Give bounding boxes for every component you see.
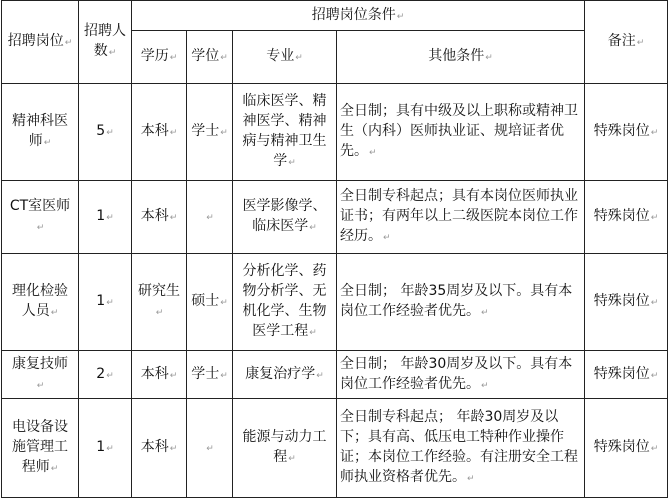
cell-major: 分析化学、药物分析学、无机化学、生物医学工程↵ — [233, 254, 337, 351]
header-remark: 备注↵ — [585, 1, 668, 84]
header-post: 招聘岗位↵ — [2, 1, 79, 84]
table-row — [2, 181, 668, 254]
cell-education: 本科↵ — [132, 181, 187, 254]
recruitment-table — [1, 0, 668, 498]
cell-education: 本科↵ — [132, 351, 187, 399]
cell-remark: 特殊岗位↵ — [585, 351, 668, 399]
header-conditions: 招聘岗位条件↵ — [132, 1, 585, 31]
cell-major: 康复治疗学↵ — [233, 351, 337, 399]
cell-other: 全日制专科起点；具有本岗位医师执业证书；有两年以上二级医院本岗位工作经历。↵ — [337, 181, 585, 254]
cell-count: 1↵ — [79, 399, 132, 498]
cell-degree: 硕士↵ — [187, 254, 233, 351]
cell-post: 电设备设施管理工程师↵ — [2, 399, 79, 498]
cell-major: 能源与动力工程↵ — [233, 399, 337, 498]
cell-other: 全日制；具有中级及以上职称或精神卫生（内科）医师执业证、规培证者优先。↵ — [337, 84, 585, 181]
cell-other: 全日制； 年龄30周岁及以下。具有本岗位工作经验者优先。↵ — [337, 351, 585, 399]
cell-education: 本科↵ — [132, 399, 187, 498]
cell-major: 医学影像学、临床医学↵ — [233, 181, 337, 254]
table-row — [2, 84, 668, 181]
cell-count: 1↵ — [79, 254, 132, 351]
cell-count: 5↵ — [79, 84, 132, 181]
table-row — [2, 399, 668, 498]
table-row — [2, 254, 668, 351]
cell-degree: ↵ — [187, 399, 233, 498]
cell-remark: 特殊岗位↵ — [585, 84, 668, 181]
cell-count: 1↵ — [79, 181, 132, 254]
cell-post: 理化检验人员↵ — [2, 254, 79, 351]
table-row — [2, 351, 668, 399]
cell-remark: 特殊岗位↵ — [585, 254, 668, 351]
header-other: 其他条件↵ — [337, 31, 585, 84]
cell-post: 精神科医师↵ — [2, 84, 79, 181]
header-major: 专业↵ — [233, 31, 337, 84]
cell-degree: 学士↵ — [187, 84, 233, 181]
cell-post: CT室医师↵ — [2, 181, 79, 254]
cell-remark: 特殊岗位↵ — [585, 399, 668, 498]
cell-degree: ↵ — [187, 181, 233, 254]
cell-major: 临床医学、精神医学、精神病与精神卫生学↵ — [233, 84, 337, 181]
header-degree: 学位↵ — [187, 31, 233, 84]
cell-education: 研究生↵ — [132, 254, 187, 351]
cell-other: 全日制； 年龄35周岁及以下。具有本岗位工作经验者优先。↵ — [337, 254, 585, 351]
header-education: 学历↵ — [132, 31, 187, 84]
cell-other: 全日制专科起点； 年龄30周岁及以下；具有高、低压电工特种作业操作证；本岗位工作经验。有注册安全工程师执业资格者优先。↵ — [337, 399, 585, 498]
cell-post: 康复技师↵ — [2, 351, 79, 399]
cell-remark: 特殊岗位↵ — [585, 181, 668, 254]
cell-count: 2↵ — [79, 351, 132, 399]
cell-education: 本科↵ — [132, 84, 187, 181]
cell-degree: 学士↵ — [187, 351, 233, 399]
header-count: 招聘人数↵ — [79, 1, 132, 84]
